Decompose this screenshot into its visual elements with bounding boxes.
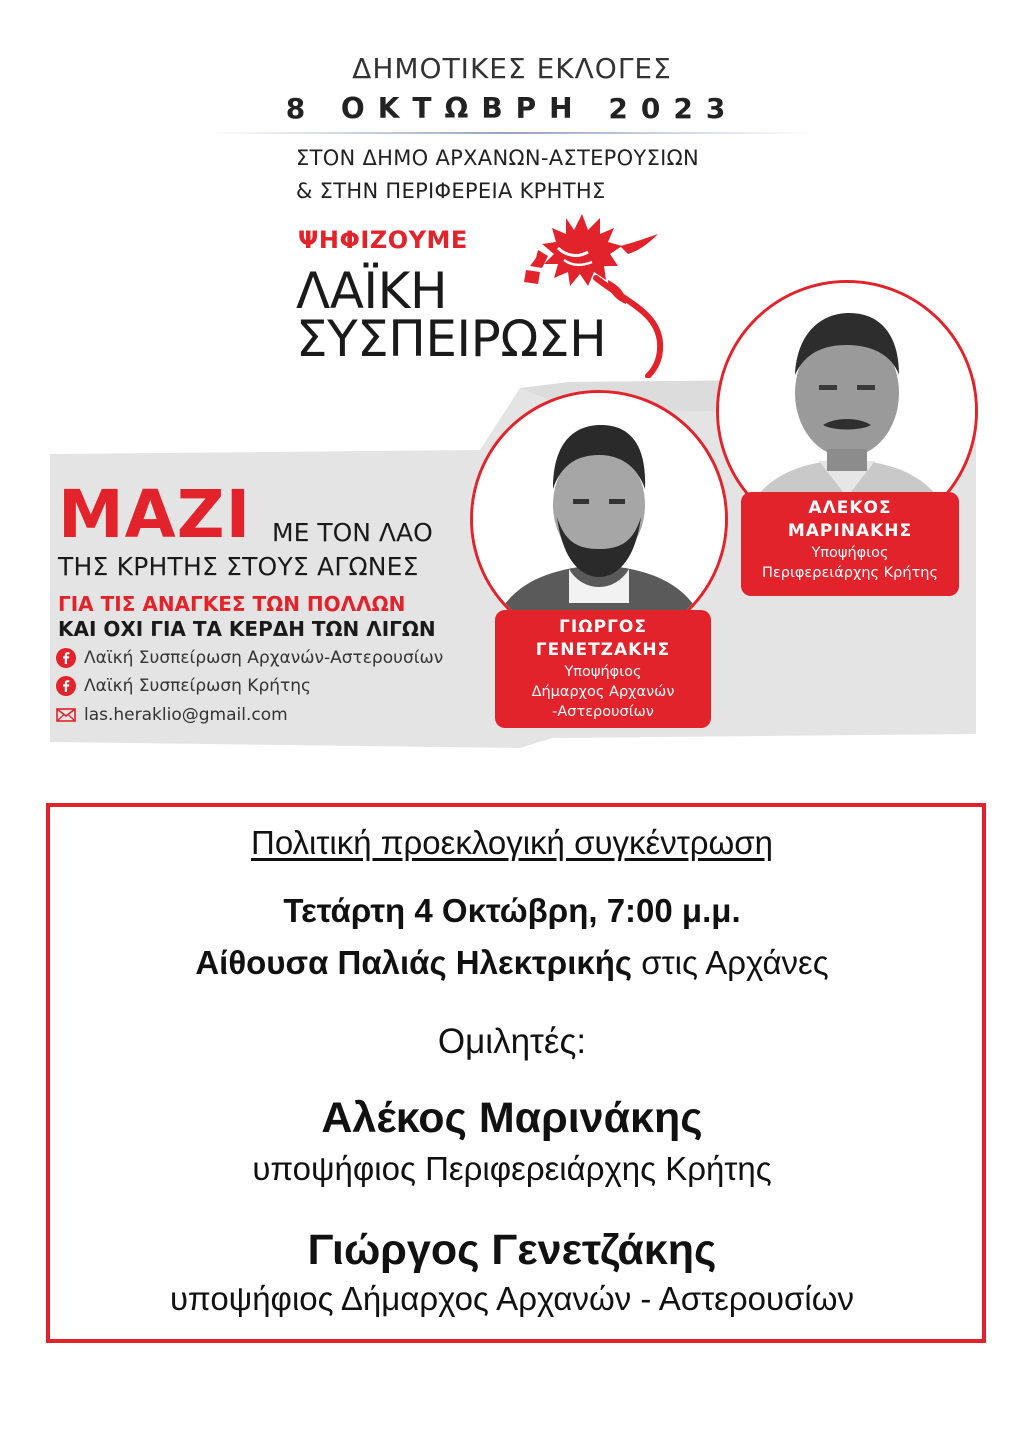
speaker-role: υποψήφιος Περιφερειάρχης Κρήτης <box>252 1150 772 1187</box>
vote-label: ΨΗΦΙΖΟΥΜΕ <box>298 226 468 254</box>
district-line-1: ΣΤΟΝ ΔΗΜΟ ΑΡΧΑΝΩΝ-ΑΣΤΕΡΟΥΣΙΩΝ <box>296 146 699 170</box>
contact-facebook-local[interactable] <box>56 646 443 670</box>
contact-text: Λαϊκή Συσπείρωση Αρχανών-Αστερουσίων <box>84 648 444 668</box>
mail-icon <box>56 705 76 725</box>
event-venue-location: στις Αρχάνες <box>632 944 829 981</box>
candidate-name-line-2: ΓΕΝΕΤΖΑΚΗΣ <box>535 640 671 660</box>
slogan-mazi: ΜΑΖΙ <box>58 476 252 553</box>
candidate-name-line-1: ΑΛΕΚΟΣ <box>808 498 892 518</box>
speaker-name: Γιώργος Γενετζάκης <box>307 1226 717 1274</box>
party-name-line-2: ΣΥΣΠΕΙΡΩΣΗ <box>296 310 607 368</box>
candidate-role-line-1: Υποψήφιος <box>564 664 642 680</box>
party-name-line-1: ΛΑΪΚΗ <box>296 262 448 320</box>
candidate-card-marinakis <box>741 492 959 596</box>
contact-text: Λαϊκή Συσπείρωση Κρήτης <box>84 676 311 696</box>
contact-text: las.heraklio@gmail.com <box>84 705 288 725</box>
candidate-role-line-2: Περιφερειάρχης Κρήτης <box>762 565 938 581</box>
candidate-name-line-2: ΜΑΡΙΝΑΚΗΣ <box>787 521 913 541</box>
election-title: ΔΗΜΟΤΙΚΕΣ ΕΚΛΟΓΕΣ <box>352 52 672 85</box>
header-divider <box>210 132 810 134</box>
candidate-name-line-1: ΓΙΩΡΓΟΣ <box>559 617 647 637</box>
contact-email[interactable] <box>56 703 288 727</box>
carnation-logo-icon <box>508 208 678 378</box>
slogan-line-1: ΜΕ ΤΟΝ ΛΑΟ <box>272 518 433 547</box>
slogan-line-2: ΤΗΣ ΚΡΗΤΗΣ ΣΤΟΥΣ ΑΓΩΝΕΣ <box>58 552 419 581</box>
slogan-line-4: ΚΑΙ ΟΧΙ ΓΙΑ ΤΑ ΚΕΡΔΗ ΤΩΝ ΛΙΓΩΝ <box>58 617 436 641</box>
district-line-2: & ΣΤΗΝ ΠΕΡΙΦΕΡΕΙΑ ΚΡΗΤΗΣ <box>296 179 606 203</box>
portrait-genetzakis-image <box>473 393 725 645</box>
facebook-icon <box>56 676 76 696</box>
speakers-label: Ομιλητές: <box>437 1022 587 1061</box>
speaker-role: υποψήφιος Δήμαρχος Αρχανών - Αστερουσίων <box>169 1280 855 1317</box>
slogan-line-3: ΓΙΑ ΤΙΣ ΑΝΑΓΚΕΣ ΤΩΝ ΠΟΛΛΩΝ <box>58 592 406 616</box>
contact-facebook-crete[interactable] <box>56 674 311 698</box>
event-venue <box>0 944 1024 982</box>
speaker-name: Αλέκος Μαρινάκης <box>321 1094 703 1142</box>
candidate-role-line-2: Δήμαρχος Αρχανών <box>531 684 675 700</box>
candidate-card-genetzakis <box>495 610 711 728</box>
candidate-role-line-1: Υποψήφιος <box>811 545 889 561</box>
election-date: 8 ΟΚΤΩΒΡΗ 2023 <box>285 92 739 125</box>
event-datetime: Τετάρτη 4 Οκτώβρη, 7:00 μ.μ. <box>283 892 741 929</box>
candidate-role-line-3: -Αστερουσίων <box>552 704 654 720</box>
facebook-icon <box>56 648 76 668</box>
event-venue-name: Αίθουσα Παλιάς Ηλεκτρικής <box>195 944 633 981</box>
event-heading: Πολιτική προεκλογική συγκέντρωση <box>250 824 773 861</box>
